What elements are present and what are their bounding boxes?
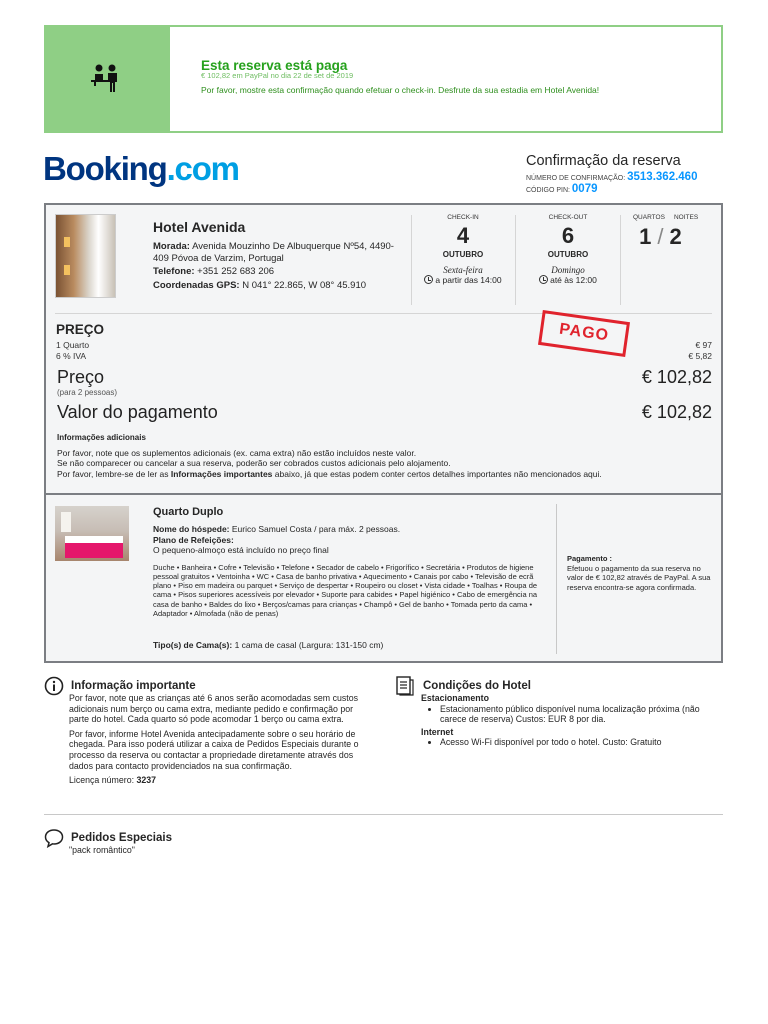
checkout-day: 6 bbox=[561, 223, 575, 248]
checkout-time: até às 12:00 bbox=[550, 275, 597, 285]
hotel-name[interactable]: Hotel Avenida bbox=[153, 219, 246, 235]
price-total-value: € 102,82 bbox=[641, 367, 712, 387]
additional-info-heading: Informações adicionais bbox=[57, 433, 146, 442]
price-total-label: Preço bbox=[57, 367, 105, 387]
logo-main: Booking bbox=[43, 150, 167, 187]
confirmation-number-row bbox=[526, 171, 736, 183]
gps-label: Coordenadas GPS: bbox=[153, 279, 240, 291]
paid-message: Por favor, mostre esta confirmação quando efetuar o check-in. Desfrute da sua estadia em Hotel Avenida! bbox=[201, 85, 600, 95]
hotel-address bbox=[153, 241, 408, 264]
address-value: Avenida Mouzinho De Albuquerque Nº54, 4490-409 Póvoa de Varzim, Portugal bbox=[153, 241, 394, 264]
divider bbox=[411, 215, 412, 305]
bed-type-row bbox=[153, 640, 383, 650]
nights-label: NOITES bbox=[673, 214, 699, 221]
additional-text: Por favor, lembre-se de ler as bbox=[57, 468, 171, 479]
confirmation-block bbox=[526, 153, 736, 195]
paid-stamp: PAGO bbox=[538, 310, 630, 357]
price-heading: PREÇO bbox=[56, 322, 105, 337]
checkout-column bbox=[518, 214, 618, 285]
checkin-weekday: Sexta-feira bbox=[443, 265, 483, 275]
hotel-conditions-section bbox=[396, 676, 721, 750]
important-info-link[interactable]: Informações importantes bbox=[170, 468, 273, 479]
divider bbox=[44, 814, 723, 815]
document-icon bbox=[396, 676, 414, 696]
room-details bbox=[153, 524, 549, 618]
room-panel bbox=[44, 495, 723, 663]
meal-plan: O pequeno-almoço está incluído no preço final bbox=[153, 545, 329, 555]
phone-label: Telefone: bbox=[153, 266, 195, 277]
internet-list bbox=[440, 737, 721, 748]
nights-count: 2 bbox=[669, 224, 682, 249]
checkout-month: OUTUBRO bbox=[547, 250, 589, 259]
reception-desk-icon bbox=[90, 63, 124, 93]
hotel-conditions-body bbox=[421, 693, 721, 748]
paid-subtitle: € 102,82 em PayPal no dia 22 de set de 2019 bbox=[201, 71, 354, 80]
guest-row bbox=[153, 524, 549, 535]
confirmation-title: Confirmação da reserva bbox=[526, 153, 681, 169]
room-photo[interactable] bbox=[55, 506, 129, 561]
special-requests-text: "pack romântico" bbox=[69, 845, 135, 855]
room-amenities: Duche • Banheira • Cofre • Televisão • Telefone • Secador de cabelo • Frigorífico • Secretária • Produtos de higiene pessoal gratuitos • Ventoinha • WC • Casa de banho privativa • Aquecimento • Canais por cabo • Televisão de ecrã plano • Piso em madeira ou parquet • Serviço de despertar • Roupeiro ou closet • Vista cidade • Toalhas • Roupa de cama • Pisos superiores acessíveis por elevador • Suporte para cabides • Papel higiénico • Cabo de emergência na casa de banho • Baldes do lixo • Berços/camas para crianças • Champô • Gel de banho • Tomada perto da cama • Adaptador • Almofada (não de penas) bbox=[153, 562, 538, 618]
hotel-phone bbox=[153, 266, 408, 278]
special-requests-section bbox=[44, 828, 172, 856]
checkout-weekday: Domingo bbox=[551, 265, 585, 275]
meal-plan-label: Plano de Refeições: bbox=[153, 534, 234, 545]
pin-code: 0079 bbox=[571, 183, 598, 195]
booking-logo[interactable] bbox=[43, 150, 239, 188]
important-info-title: Informação importante bbox=[71, 680, 196, 692]
logo-dot: .com bbox=[166, 150, 239, 187]
license-row bbox=[69, 775, 369, 786]
checkin-month: OUTUBRO bbox=[442, 250, 484, 259]
parking-label: Estacionamento bbox=[421, 693, 489, 703]
divider bbox=[556, 504, 557, 654]
additional-info-line: Por favor, note que os suplementos adicionais (ex. cama extra) não estão incluídos neste valor. bbox=[57, 447, 417, 458]
phone-value[interactable]: +351 252 683 206 bbox=[197, 266, 275, 277]
divider bbox=[55, 313, 712, 314]
additional-info-line bbox=[57, 469, 707, 480]
payment-amount-label: Valor do pagamento bbox=[57, 402, 218, 422]
additional-info bbox=[57, 433, 707, 479]
address-label: Morada: bbox=[153, 241, 190, 252]
checkin-column bbox=[413, 214, 513, 285]
payment-amount-value: € 102,82 bbox=[641, 402, 712, 422]
rooms-nights bbox=[633, 214, 713, 250]
internet-item: • Acesso Wi-Fi disponível por todo o hotel. Custo: Gratuito bbox=[440, 737, 721, 748]
parking-list bbox=[440, 704, 721, 725]
info-icon bbox=[44, 676, 64, 696]
checkin-day: 4 bbox=[456, 223, 470, 248]
payment-note bbox=[567, 554, 717, 592]
price-line2-value: € 5,82 bbox=[688, 351, 712, 361]
guest-label: Nome do hóspede: bbox=[153, 524, 230, 534]
checkout-label: CHECK-OUT bbox=[548, 214, 588, 221]
hotel-conditions-title: Condições do Hotel bbox=[423, 680, 531, 692]
checkout-time-row bbox=[518, 275, 618, 285]
bed-type: 1 cama de casal (Largura: 131-150 cm) bbox=[234, 640, 384, 650]
important-info-p2: Por favor, informe Hotel Avenida antecipadamente sobre o seu horário de chegada. Para isso poderá utilizar a caixa de Pedidos Especiais durante o processo da reserva ou contactar a propriedade diretamente através dos dados para contacto providenciados na sua confirmação. bbox=[69, 728, 359, 771]
additional-text: abaixo, já que estas podem conter certos detalhes importantes não mencionados aqui. bbox=[272, 468, 602, 479]
hotel-gps bbox=[153, 280, 408, 292]
slash-separator: / bbox=[657, 224, 664, 249]
additional-info-line: Se não comparecer ou cancelar a sua reserva, poderão ser cobrados custos adicionais pelo alojamento. bbox=[57, 458, 451, 468]
important-info-body bbox=[69, 693, 369, 786]
clock-icon bbox=[424, 275, 433, 284]
parking-item: • Estacionamento público disponível numa localização próxima (não carece de reserva) Custos: EUR 8 por dia. bbox=[440, 704, 721, 725]
confirmation-number: 3513.362.460 bbox=[627, 171, 698, 183]
gps-value: N 041° 22.865, W 08° 45.910 bbox=[242, 279, 367, 291]
important-info-p1: Por favor, note que as crianças até 6 anos serão acomodadas sem custos adicionais num berço ou cama extra, mediante pedido e confirmação por parte do hotel. Cada quarto só pode acomodar 1 berço ou cama extra. bbox=[69, 693, 358, 725]
room-photo-window bbox=[61, 512, 71, 532]
hotel-details bbox=[153, 241, 408, 293]
checkin-time-row bbox=[413, 275, 513, 285]
price-total-note: (para 2 pessoas) bbox=[57, 388, 118, 397]
confirmation-number-label: NÚMERO DE CONFIRMAÇÃO: bbox=[526, 175, 626, 182]
internet-label: Internet bbox=[421, 726, 454, 737]
room-title: Quarto Duplo bbox=[153, 506, 224, 518]
reservation-panel bbox=[44, 203, 723, 495]
divider bbox=[620, 215, 621, 305]
rooms-label: QUARTOS bbox=[633, 214, 665, 221]
bed-type-label: Tipo(s) de Cama(s): bbox=[153, 640, 233, 650]
license-label: Licença número: bbox=[69, 775, 135, 786]
paid-title: Esta reserva está paga bbox=[201, 58, 348, 73]
hotel-photo[interactable] bbox=[55, 214, 116, 298]
guest-name: Eurico Samuel Costa / para máx. 2 pessoas. bbox=[231, 524, 401, 534]
price-line1-value: € 97 bbox=[695, 340, 712, 350]
banner-icon-area bbox=[46, 27, 170, 131]
checkin-time: a partir das 14:00 bbox=[435, 275, 502, 285]
rooms-nights-labels bbox=[633, 214, 713, 221]
rooms-count: 1 bbox=[639, 224, 652, 249]
room-photo-bed bbox=[65, 536, 123, 558]
price-line1-label: 1 Quarto bbox=[56, 340, 90, 350]
price-line2-label: 6 % IVA bbox=[56, 351, 87, 361]
payment-status-banner bbox=[44, 25, 723, 133]
pin-label: CÓDIGO PIN: bbox=[526, 187, 570, 194]
payment-note-text: Efetuou o pagamento da sua reserva no valor de € 102,82 através de PayPal. A sua reserva encontra-se agora confirmada. bbox=[567, 563, 711, 592]
license-number: 3237 bbox=[136, 775, 157, 786]
important-info-section bbox=[44, 676, 369, 790]
pin-row bbox=[526, 183, 736, 195]
checkin-label: CHECK-IN bbox=[447, 214, 479, 221]
speech-bubble-icon bbox=[44, 828, 64, 848]
clock-icon bbox=[539, 275, 548, 284]
rooms-nights-values bbox=[633, 224, 713, 250]
payment-note-label: Pagamento : bbox=[567, 554, 613, 563]
divider bbox=[515, 215, 516, 305]
special-requests-title: Pedidos Especiais bbox=[71, 832, 172, 844]
